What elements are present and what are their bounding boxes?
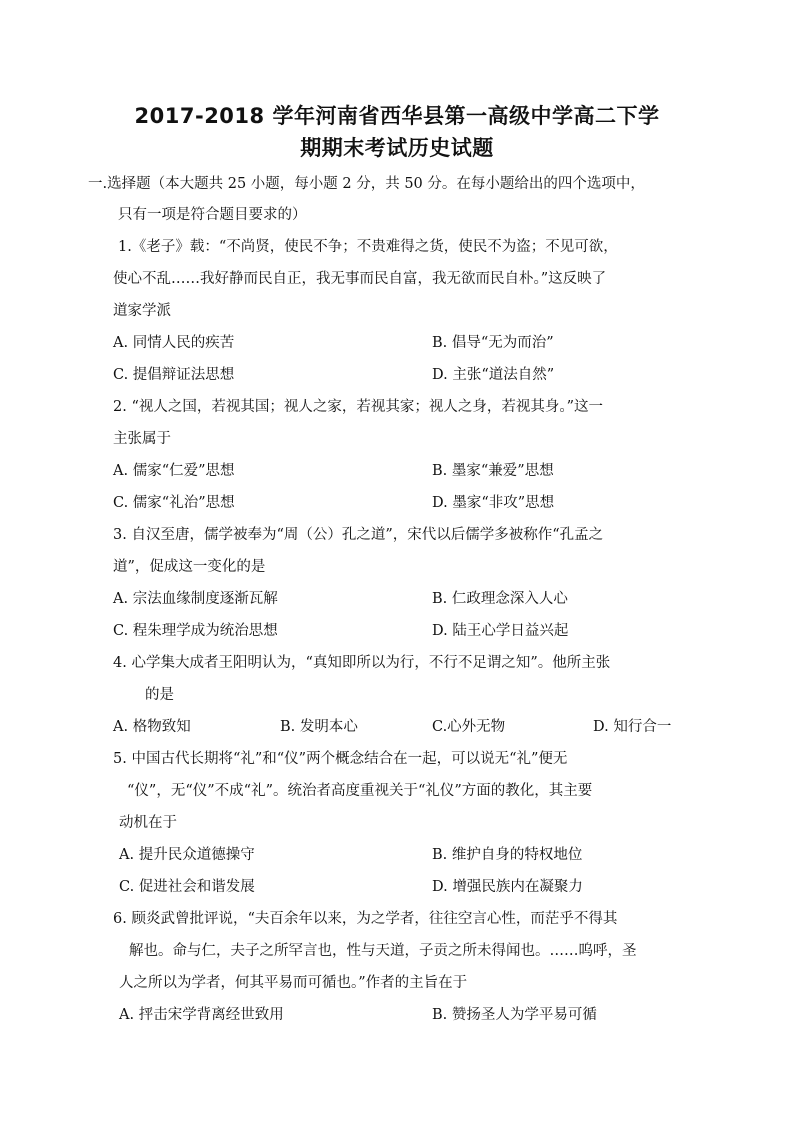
question-1-option-a: A. 同情人民的疾苦 — [113, 335, 235, 351]
question-5-option-d: D. 增强民族内在凝聚力 — [432, 879, 583, 895]
question-1-text: 使心不乱……我好静而民自正，我无事而民自富，我无欲而民自朴。”这反映了 — [113, 271, 607, 287]
question-4-text: 4. 心学集大成者王阳明认为，“真知即所以为行，不行不足谓之知”。他所主张 — [113, 655, 611, 671]
question-2-option-c: C. 儒家“礼治”思想 — [113, 495, 235, 511]
question-6-text: 解也。命与仁，夫子之所罕言也，性与天道，子贡之所未得闻也。……呜呼，圣 — [129, 943, 637, 959]
question-3-text: 3. 自汉至唐，儒学被奉为“周（公）孔之道”，宋代以后儒学多被称作“孔孟之 — [113, 527, 604, 543]
question-5-option-b: B. 维护自身的特权地位 — [432, 847, 583, 863]
exam-title-line-1: 2017-2018 学年河南省西华县第一高级中学高二下学 — [134, 104, 660, 128]
question-1-text: 1.《老子》载：“不尚贤，使民不争；不贵难得之货，使民不为盗；不见可欲， — [118, 239, 618, 255]
question-1-option-c: C. 提倡辩证法思想 — [113, 367, 235, 383]
question-3-option-a: A. 宗法血缘制度逐渐瓦解 — [113, 591, 278, 607]
question-3-option-d: D. 陆王心学日益兴起 — [432, 623, 569, 639]
question-3-option-b: B. 仁政理念深入人心 — [432, 591, 568, 607]
exam-title-line-2: 期期末考试历史试题 — [300, 136, 494, 160]
question-2-text: 主张属于 — [113, 431, 171, 447]
question-6-text: 6. 顾炎武曾批评说，“夫百余年以来，为之学者，往往空言心性，而茫乎不得其 — [113, 911, 618, 927]
question-3-text: 道”，促成这一变化的是 — [113, 559, 266, 575]
question-2-option-d: D. 墨家“非攻”思想 — [432, 495, 555, 511]
section-heading-cont: 只有一项是符合题目要求的） — [118, 207, 307, 223]
question-6-text: 人之所以为学者，何其平易而可循也。”作者的主旨在于 — [119, 975, 468, 991]
question-2-option-b: B. 墨家“兼爱”思想 — [432, 463, 554, 479]
question-6-option-a: A. 抨击宋学背离经世致用 — [119, 1007, 284, 1023]
section-heading: 一.选择题（本大题共 25 小题，每小题 2 分，共 50 分。在每小题给出的四个选项中， — [88, 176, 645, 192]
question-5-text: “仪”，无“仪”不成“礼”。统治者高度重视关于“礼仪”方面的教化，其主要 — [127, 783, 593, 799]
question-4-text: 的是 — [145, 687, 174, 703]
question-1-option-b: B. 倡导“无为而治” — [432, 335, 554, 351]
question-4-option-a: A. 格物致知 — [113, 719, 191, 735]
question-1-option-d: D. 主张“道法自然” — [432, 367, 555, 383]
question-2-option-a: A. 儒家“仁爱”思想 — [113, 463, 235, 479]
question-5-option-c: C. 促进社会和谐发展 — [119, 879, 255, 895]
question-4-option-c: C.心外无物 — [432, 719, 506, 735]
question-6-option-b: B. 赞扬圣人为学平易可循 — [432, 1007, 597, 1023]
question-2-text: 2. “视人之国，若视其国；视人之家，若视其家；视人之身，若视其身。”这一 — [113, 399, 604, 415]
question-4-option-b: B. 发明本心 — [280, 719, 358, 735]
question-5-option-a: A. 提升民众道德操守 — [119, 847, 255, 863]
question-1-text: 道家学派 — [113, 303, 171, 319]
question-5-text: 动机在于 — [119, 815, 177, 831]
question-5-text: 5. 中国古代长期将“礼”和“仪”两个概念结合在一起，可以说无“礼”便无 — [113, 751, 568, 767]
question-3-option-c: C. 程朱理学成为统治思想 — [113, 623, 278, 639]
question-4-option-d: D. 知行合一 — [593, 719, 672, 735]
